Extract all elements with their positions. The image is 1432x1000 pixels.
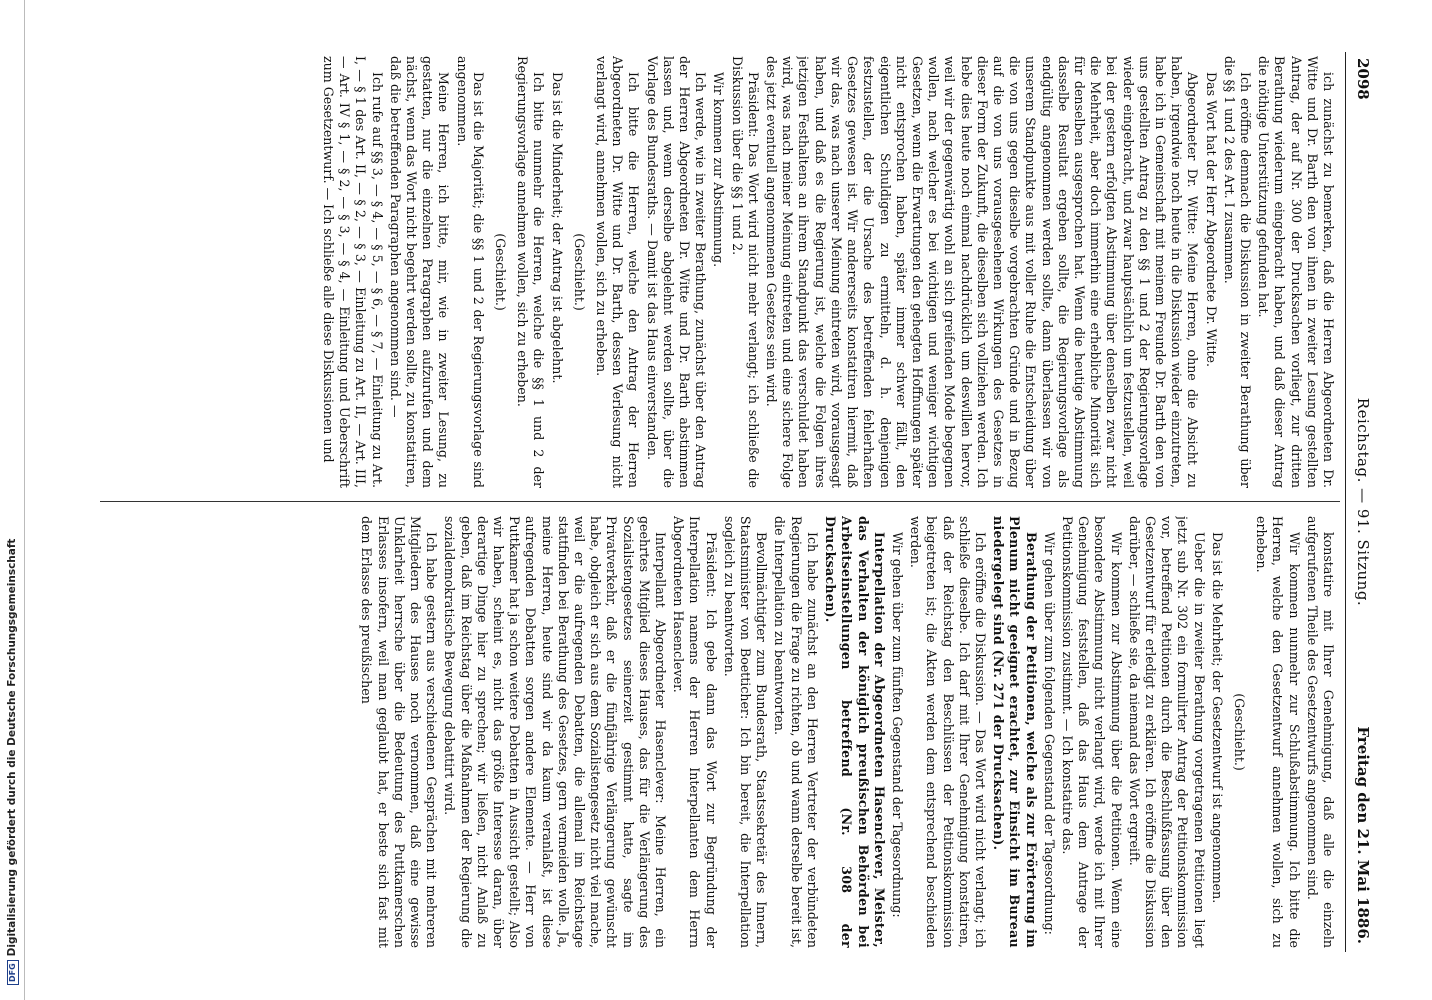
stage-direction: (Geschieht.) (493, 233, 509, 311)
paragraph: Wir kommen zur Abstimmung. (711, 72, 727, 268)
paragraph: Wir kommen zur Abstimmung über die Petitionen. Wenn eine besondere Abstimmung nicht verlangt wird, werde ich mit Ihrer Genehmigung feststellen, daß das Haus dem Antrage der Petitionskommission zustimmt. — Ich konstatire das. (1059, 516, 1124, 948)
paragraph: Ich bitte die Herren, welche den Antrag der Herren Abgeordneten Dr. Witte und Dr. Barth, dessen Verlesung nicht verlangt wird, annehmen wollen, sich zu erheben. (594, 56, 642, 488)
document-page (90, 52, 1380, 952)
paragraph: Wir gehen über zum fünften Gegenstand der Tagesordnung: (889, 532, 905, 918)
paragraph: Präsident: Ich gebe dann das Wort zur Begründung der Interpellation namens der Herren Interpellanten dem Herrn Abgeordneten Hasenclever. (671, 516, 719, 948)
paragraph: Das ist die Mehrheit; der Gesetzentwurf ist angenommen. (1209, 532, 1225, 904)
paragraph: Ich bitte nunmehr die Herren, welche die §§ 1 und 2 der Regierungsvorlage annehmen wollen, sich zu erheben. (515, 56, 547, 488)
dfg-logo: DFG (7, 960, 19, 985)
stage-direction: (Geschieht.) (1231, 693, 1247, 771)
paragraph: Das Wort hat der Herr Abgeordnete Dr. Witte. (1203, 72, 1219, 368)
left-column (106, 56, 1336, 488)
right-column (106, 516, 1336, 948)
paragraph: Ich werde, wie in zweiter Berathung, zunächst über den Antrag der Herren Abgeordneten Dr. Witte und Dr. Barth abstimmen lassen und, wenn derselbe abgelehnt werden sollte, über die Vorlage des Bundesraths. — Damit ist das Haus einverstanden. (644, 56, 709, 488)
session-date: Freitag den 21. Mai 1886. (1354, 726, 1372, 944)
paragraph: Wir kommen nunmehr zur Schlußabstimmung. Ich bitte die Herren, welche den Gesetzentwurf annehmen wollen, sich zu erheben. (1254, 516, 1302, 948)
paragraph: ich zunächst zu bemerken, daß die Herren Abgeordneten Dr. Witte und Dr. Barth den von ihnen in zweiter Lesung gestellten Antrag, der auf Nr. 300 der Drucksachen vorliegt, zur dritten Berathung wiederum eingebracht haben, und daß dieser Antrag die nöthige Unterstützung gefunden hat. (1256, 56, 1336, 488)
running-title: Reichstag. — 91. Sitzung. (1354, 397, 1372, 607)
agenda-heading: Berathung der Petitionen, welche als zur Erörterung im Plenum nicht geeignet erachtet, zur Einsicht im Bureau niedergelegt sind (Nr. 271 der Drucksachen). (991, 516, 1039, 948)
funding-credit (6, 5, 20, 985)
paragraph: Ich eröffne demnach die Diskussion in zweiter Berathung über die §§ 1 und 2 des Art. I zusammen. (1221, 56, 1253, 488)
agenda-heading: Interpellation der Abgeordneten Hasenclever, Meister, das Verhalten der königlich preußischen Behörden bei Arbeitseinstellungen betreffend (Nr. 308 der Drucksachen). (823, 516, 887, 948)
stage-direction: (Geschieht.) (571, 233, 587, 311)
page-number: 2098 (1354, 58, 1372, 100)
scan-edge-line (24, 0, 25, 1000)
paragraph: Ueber die in zweiter Berathung vorgetragenen Petitionen liegt jetzt sub Nr. 302 ein formulirter Antrag der Petitionskommission vor, betreffend Petitionen durch die Beschlußfassung über den Gesetzentwurf für erledigt zu erklären. Ich eröffne die Diskussion darüber, — schließe sie, da niemand das Wort ergreift. (1126, 516, 1207, 948)
paragraph: Wir gehen über zum folgenden Gegenstand der Tagesordnung: (1041, 532, 1057, 935)
paragraph: Das ist die Minderheit; der Antrag ist abgelehnt. (549, 72, 565, 384)
paragraph: Interpellant Abgeordneter Hasenclever: Meine Herren, ein geehrtes Mitglied dieses Hauses, das für die Verlängerung des Sozialistengesetzes seinerzeit gestimmt hatte, sagte im Privatverkehr, daß er die fünfjährige Verlängerung gewünscht habe, obgleich er sich aus dem Sozialistengesetz nicht viel mache, weil er die aufregenden Debatten, die allemal im Reichstage stattfinden bei Berathung des Gesetzes, gern vermeiden wolle. Ja, meine Herren, heute sind wir da kaum veranlaßt, ist diese aufregenden Debatten sorgen andere Elemente. — Herr von Puttkamer hat ja schon weitere Debatten in Aussicht gestellt; Also wir haben, scheint es, nicht das größte Interesse daran, über derartige Dinge hier zu sprechen; wir ließen, nicht Anlaß zu geben, daß im Reichstag über die Maßnahmen der Regierung die sozialdemokratische Bewegung debattirt wird. (442, 516, 669, 948)
credit-text: Digitalisierung gefördert durch die Deutsche Forschungsgemeinschaft (6, 538, 18, 957)
paragraph: Abgeordneter Dr. Witte: Meine Herren, ohne die Absicht zu haben, irgendwie noch heute in die Diskussion wieder einzutreten, habe ich in Gemeinschaft mit meinem Freunde Dr. Barth den von uns gestellten Antrag zu den §§ 1 und 2 der Regierungsvorlage wieder eingebracht, und zwar hauptsächlich um festzustellen, weil bei der gestern erfolgten Abstimmung über denselben zwar nicht die Mehrheit, aber doch immerhin eine erhebliche Minorität sich für denselben ausgesprochen hat. Wenn die heutige Abstimmung dasselbe Resultat ergeben sollte, die Regierungsvorlage als endgültig angenommen werden sollte, dann überlassen wir von unserem Standpunkte aus mit voller Ruhe die Entscheidung über die von uns gegen dieselbe vorgebrachten Gründe und in Bezug auf die von uns vorausgesehenen Wirkungen des Gesetzes in dieser Form der Zukunft, die dieselben sich vollziehen werden. Ich hebe dies heute noch einmal nachdrücklich um deswillen hervor, weil wir der gegenwärtig wohl an sich greifenden Mode begegnen wollen, nach welcher es bei wichtigen und weniger wichtigen Gesetzen, wenn die Erwartungen den gehegten Hoffnungen später nicht entsprochen haben, später immer schwer fällt, den eigentlichen Schuldigen zu ermitteln, d. h. denjenigen festzustellen, der die Ursache des betreffenden fehlerhaften Gesetzes gewesen ist. Wir andererseits konstatiren hiermit, daß wir das, was nach unserer Meinung eintreten wird, vorausgesagt haben, und daß es die Regierung ist, welche die Folgen ihres jetzigen Festhaltens an ihrem Standpunkt das verschuldet haben wird, was nach meiner Meinung eintreten und eine sichere Folge des jetzt eventuell angenommenen Gesetzes sein wird. (764, 56, 1201, 488)
page-header (1345, 52, 1380, 952)
paragraph: konstatire mit Ihrer Genehmigung, daß alle die einzeln aufgerufenen Theile des Gesetzentwurfs angenommen sind. (1304, 516, 1336, 948)
paragraph: Ich habe zunächst an den Herren Vertreter der verbündeten Regierungen die Frage zu richten, ob und wann derselbe bereit ist, die Interpellation zu beantworten. (772, 516, 820, 948)
paragraph: Meine Herren, ich bitte, mir, wie in zweiter Lesung, zu gestatten, nur die einzelnen Paragraphen aufzurufen und dem nächst, wenn das Wort nicht begehrt werden sollte, zu konstatiren, daß die betreffenden Paragraphen angenommen sind. — (387, 56, 452, 488)
paragraph: Ich eröffne die Diskussion. — Das Wort wird nicht verlangt; ich schließe dieselbe. Ich darf mit Ihrer Genehmigung konstatiren, daß der Reichstag den Beschlüssen der Petitionskommission beigetreten ist; die Akten werden dem entsprechend beschieden werden. (908, 516, 988, 948)
column-divider (100, 501, 1340, 502)
paragraph: Präsident: Das Wort wird nicht mehr verlangt; ich schließe die Diskussion über die §§ 1 und 2. (729, 56, 761, 488)
paragraph: Ich rufe auf §§ 3, — § 4, — § 5, — § 6, — § 7, — Einleitung zu Art. I, — § 1 des Art. II, — § 2, — § 3, — Einleitung zu Art. II, — Art. III, — Art. IV § 1, — § 2, — § 3, — § 4, — Einleitung und Ueberschrift zum Gesetzentwurf. — Ich schließe alle diese Diskussionen und (321, 56, 385, 488)
paragraph: Das ist die Majorität; die §§ 1 und 2 der Regierungsvorlage sind angenommen. (454, 56, 486, 488)
paragraph: Ich habe gestern aus verschiedenen Gesprächen mit mehreren Mitgliedern des Hauses noch vernommen, daß eine gewisse Unklarheit herrsche über die Bedeutung des Puttkamerschen Erlasses insofern, weil man geglaubt hat, er beste sich fast mit dem Erlasse des preußischen (359, 516, 440, 948)
paragraph: Bevollmächtigter zum Bundesrath, Staatssekretär des Innern, Staatsminister von Boetticher: Ich bin bereit, die Interpellation sogleich zu beantworten. (721, 516, 770, 948)
